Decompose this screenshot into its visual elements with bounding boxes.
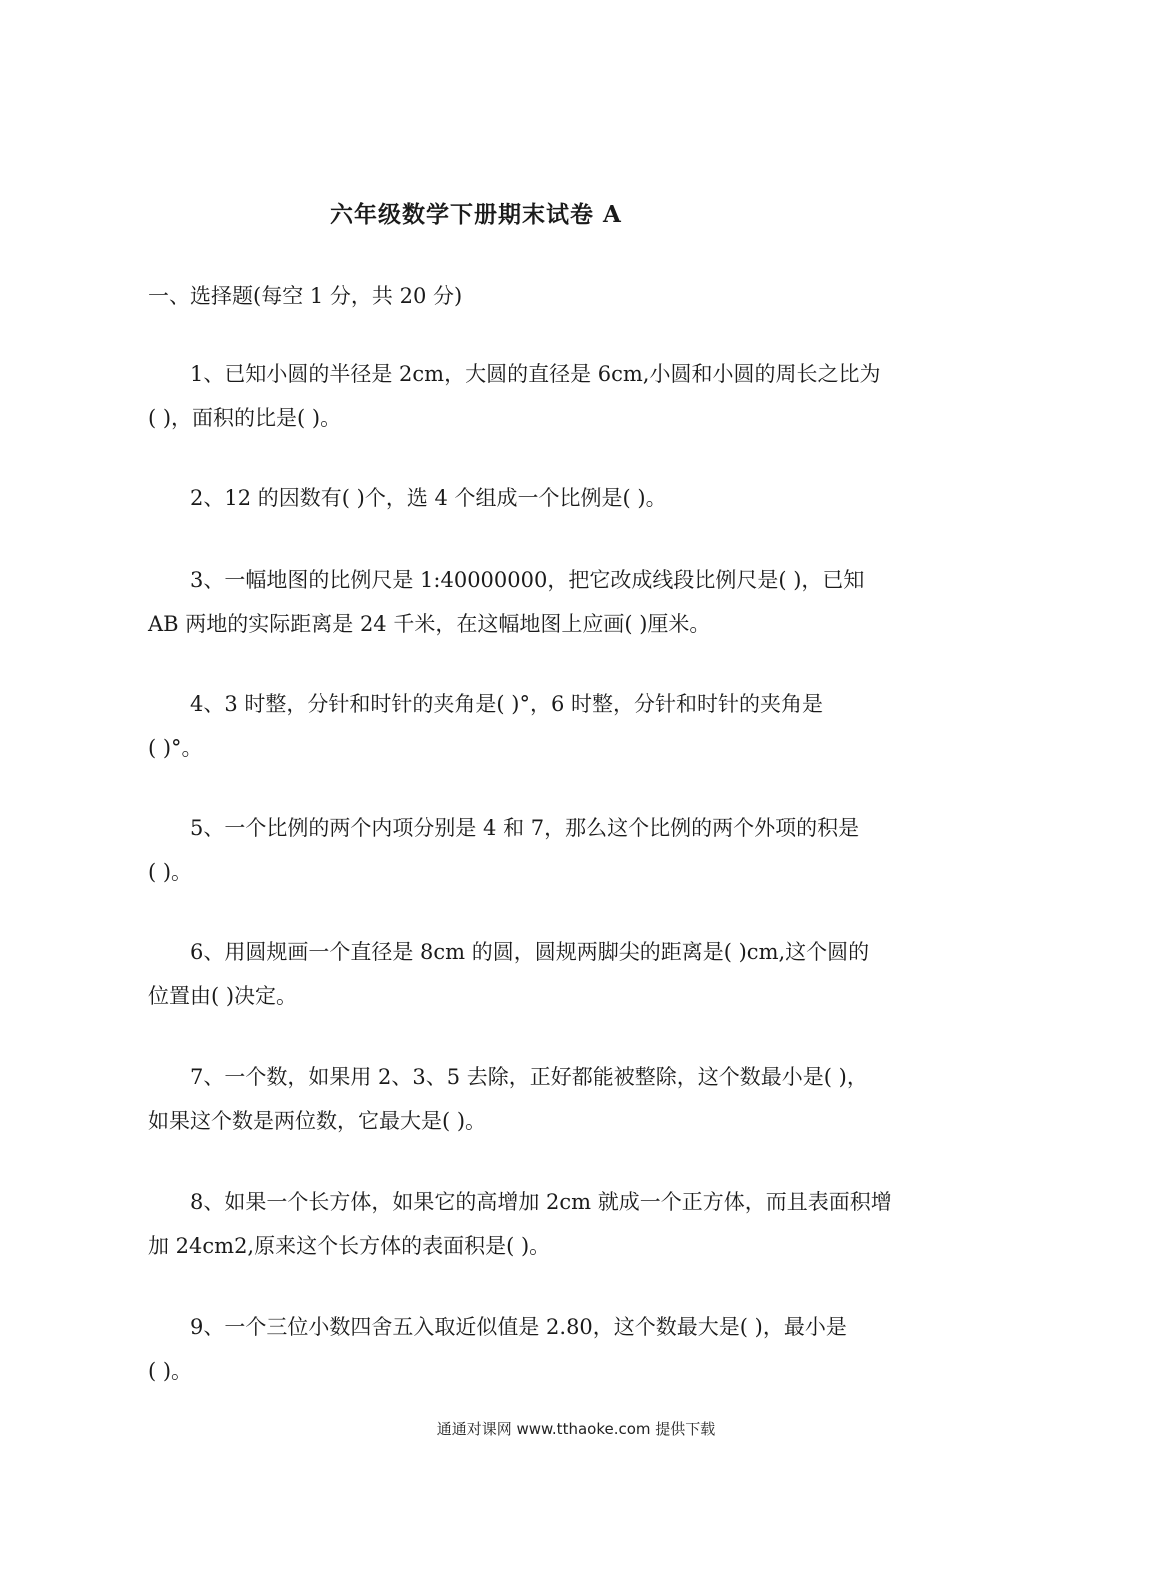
- question-3-line-1: 3、一幅地图的比例尺是 1:40000000，把它改成线段比例尺是( )，已知: [190, 568, 865, 592]
- question-3: [148, 558, 998, 646]
- question-9: [148, 1305, 998, 1393]
- question-3-line-2: AB 两地的实际距离是 24 千米，在这幅地图上应画( )厘米。: [148, 612, 711, 636]
- question-9-line-2: ( )。: [148, 1359, 193, 1383]
- question-7-line-1: 7、一个数，如果用 2、3、5 去除，正好都能被整除，这个数最小是( )，: [190, 1065, 868, 1089]
- page-title: 六年级数学下册期末试卷 A: [330, 201, 622, 228]
- question-2: [148, 476, 998, 520]
- question-6-line-1: 6、用圆规画一个直径是 8cm 的圆，圆规两脚尖的距离是( )cm,这个圆的: [190, 940, 870, 964]
- question-4: [148, 682, 998, 770]
- question-4-line-2: ( )°。: [148, 736, 203, 760]
- page-footer: 通通对课网 www.tthaoke.com 提供下载: [436, 1420, 716, 1438]
- question-8-line-2: 加 24cm2,原来这个长方体的表面积是( )。: [148, 1234, 551, 1258]
- question-7: [148, 1055, 998, 1143]
- question-1-line-2: ( )，面积的比是( )。: [148, 406, 342, 430]
- question-6-line-2: 位置由( )决定。: [148, 984, 298, 1008]
- question-8: [148, 1180, 998, 1268]
- question-4-line-1: 4、3 时整，分针和时针的夹角是( )°，6 时整，分针和时针的夹角是: [190, 692, 823, 716]
- question-2-line-1: 2、12 的因数有( )个，选 4 个组成一个比例是( )。: [190, 486, 667, 510]
- question-6: [148, 930, 998, 1018]
- question-8-line-1: 8、如果一个长方体，如果它的高增加 2cm 就成一个正方体，而且表面积增: [190, 1190, 892, 1214]
- section-heading: 一、选择题(每空 1 分，共 20 分): [148, 284, 463, 308]
- question-7-line-2: 如果这个数是两位数，它最大是( )。: [148, 1109, 487, 1133]
- question-5: [148, 806, 998, 894]
- question-5-line-1: 5、一个比例的两个内项分别是 4 和 7，那么这个比例的两个外项的积是: [190, 816, 860, 840]
- question-1-line-1: 1、已知小圆的半径是 2cm，大圆的直径是 6cm,小圆和小圆的周长之比为: [190, 362, 881, 386]
- question-5-line-2: ( )。: [148, 860, 193, 884]
- question-9-line-1: 9、一个三位小数四舍五入取近似值是 2.80，这个数最大是( )，最小是: [190, 1315, 847, 1339]
- question-1: [148, 352, 998, 440]
